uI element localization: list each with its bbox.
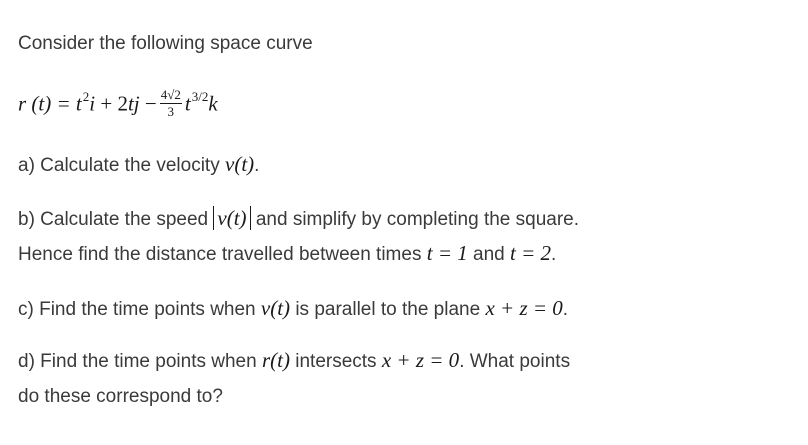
- part-a: [18, 152, 259, 178]
- part-d-line2-text: do these correspond to?: [18, 386, 223, 407]
- curve-plus: + 2: [95, 91, 128, 116]
- curve-lhs: r (t) =: [18, 91, 76, 116]
- part-b-line2-end: .: [551, 244, 557, 265]
- curve-i: i: [89, 91, 96, 116]
- curve-exp1: 2: [82, 89, 90, 105]
- part-d-math-r: r(t): [261, 348, 290, 372]
- curve-t3: t: [184, 91, 191, 116]
- part-d-line2: [18, 385, 223, 409]
- part-b-line2-text: Hence find the distance travelled between times: [18, 244, 427, 265]
- curve-t2: t: [127, 91, 134, 116]
- intro-label: Consider the following space curve: [18, 33, 313, 54]
- part-c-math-plane: x + z = 0: [485, 296, 563, 320]
- curve-exp3: 3/2: [191, 89, 209, 105]
- part-b-end: and simplify by completing the square.: [250, 209, 580, 230]
- curve-frac-den: 3: [167, 104, 175, 119]
- part-d-end: . What points: [459, 351, 571, 372]
- curve-minus: −: [139, 91, 157, 116]
- part-b-text: b) Calculate the speed: [18, 209, 214, 230]
- part-d-math-plane: x + z = 0: [381, 348, 460, 372]
- part-b-speed-math: v(t): [213, 206, 250, 230]
- part-d-mid: intersects: [289, 351, 382, 372]
- curve-fraction: [160, 88, 182, 119]
- part-d-text: d) Find the time points when: [18, 351, 262, 372]
- part-d-line1: [18, 348, 570, 374]
- part-a-text: a) Calculate the velocity: [18, 155, 225, 176]
- curve-frac-num: 4√2: [160, 87, 181, 102]
- part-b-line2: [18, 241, 556, 267]
- part-c-mid: is parallel to the plane: [290, 299, 486, 320]
- part-b-math-t1: t = 1: [426, 241, 468, 265]
- part-c: [18, 296, 568, 322]
- part-a-math: v(t): [225, 152, 255, 176]
- curve-k: k: [208, 91, 218, 116]
- part-c-end: .: [562, 299, 569, 320]
- part-c-math-v: v(t): [260, 296, 291, 320]
- part-a-end: .: [254, 155, 260, 176]
- curve-equation: [18, 87, 218, 121]
- intro-text: [18, 32, 313, 56]
- part-b-line1: [18, 206, 579, 232]
- part-b-math-t2: t = 2: [510, 241, 552, 265]
- part-c-text: c) Find the time points when: [18, 299, 261, 320]
- part-b-and: and: [467, 244, 511, 265]
- curve-t1: t: [75, 91, 82, 116]
- curve-j: j: [133, 91, 140, 116]
